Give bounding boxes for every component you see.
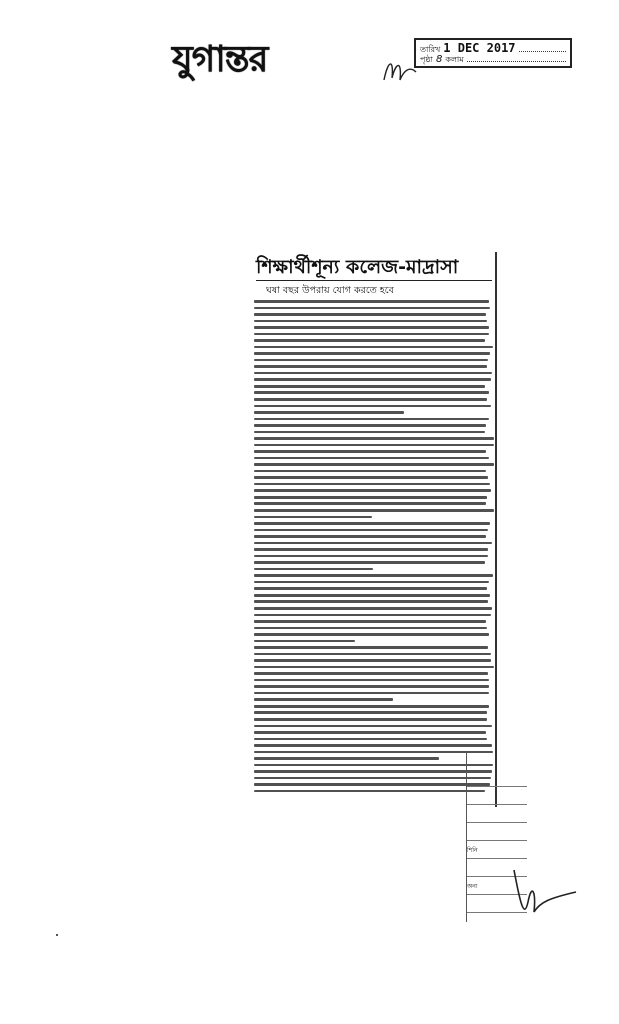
illegible-text-line	[254, 535, 486, 538]
illegible-text-line	[254, 405, 491, 408]
illegible-text-line	[254, 555, 488, 558]
clipping-column-rule	[495, 252, 497, 807]
illegible-text-line	[254, 711, 487, 714]
illegible-text-line	[254, 529, 488, 532]
illegible-text-line	[254, 378, 491, 381]
illegible-text-line	[254, 444, 494, 447]
illegible-text-line	[254, 470, 486, 473]
stamp-date-value: 1 DEC 2017	[443, 41, 516, 55]
illegible-text-line	[254, 509, 494, 512]
illegible-text-line	[254, 581, 489, 584]
illegible-text-line	[254, 757, 439, 760]
handwritten-signature	[510, 862, 580, 922]
register-row	[467, 826, 527, 841]
illegible-text-line	[254, 738, 487, 741]
illegible-text-line	[254, 731, 486, 734]
register-row: শিনি	[467, 844, 527, 859]
illegible-text-line	[254, 653, 491, 656]
stamp-column-label: কলাম	[445, 55, 464, 64]
illegible-text-line	[254, 476, 488, 479]
stamp-page-label: পৃষ্ঠা	[420, 55, 433, 64]
illegible-text-line	[254, 398, 487, 401]
register-row: অন্য	[467, 880, 527, 895]
illegible-text-line	[254, 326, 489, 329]
illegible-text-line	[254, 542, 492, 545]
illegible-text-line	[254, 659, 491, 662]
illegible-text-line	[254, 483, 490, 486]
illegible-text-line	[254, 620, 486, 623]
illegible-text-line	[254, 698, 393, 701]
illegible-text-line	[254, 352, 490, 355]
stamp-page-value: 8	[435, 54, 443, 65]
illegible-text-line	[254, 502, 486, 505]
illegible-text-line	[254, 437, 494, 440]
illegible-text-line	[254, 300, 489, 303]
illegible-text-line	[254, 489, 491, 492]
scan-speck	[56, 934, 58, 936]
illegible-text-line	[254, 607, 492, 610]
illegible-text-line	[254, 725, 492, 728]
stamp-date-label: তারিখ	[420, 45, 441, 54]
illegible-text-line	[254, 640, 355, 643]
illegible-text-line	[254, 777, 491, 780]
illegible-text-line	[254, 705, 489, 708]
stamp-dots	[519, 45, 566, 52]
illegible-text-line	[254, 450, 486, 453]
illegible-text-line	[254, 307, 490, 310]
illegible-text-line	[254, 646, 488, 649]
newspaper-masthead: যুগান্তর	[172, 39, 268, 80]
newspaper-clipping	[252, 246, 498, 814]
illegible-text-line	[254, 561, 485, 564]
illegible-text-line	[254, 418, 489, 421]
illegible-text-line	[254, 457, 489, 460]
illegible-text-line	[254, 431, 485, 434]
illegible-text-line	[254, 548, 488, 551]
register-row	[467, 790, 527, 805]
article-headline: শিক্ষার্থীশূন্য কলেজ-মাদ্রাসা	[256, 256, 459, 278]
illegible-text-line	[254, 672, 488, 675]
illegible-text-line	[254, 320, 487, 323]
illegible-text-line	[254, 346, 493, 349]
illegible-text-line	[254, 744, 492, 747]
illegible-text-line	[254, 627, 487, 630]
illegible-text-line	[254, 790, 485, 793]
illegible-text-line	[254, 751, 493, 754]
illegible-text-line	[254, 313, 486, 316]
illegible-text-line	[254, 600, 488, 603]
illegible-text-line	[254, 411, 404, 414]
illegible-text-line	[254, 594, 490, 597]
headline-rule	[256, 280, 492, 281]
illegible-text-line	[254, 372, 492, 375]
illegible-text-line	[254, 339, 485, 342]
illegible-text-line	[254, 568, 373, 571]
illegible-text-line	[254, 359, 488, 362]
illegible-text-line	[254, 463, 494, 466]
illegible-text-line	[254, 333, 489, 336]
illegible-text-line	[254, 614, 491, 617]
illegible-text-line	[254, 574, 493, 577]
illegible-text-line	[254, 522, 490, 525]
illegible-text-line	[254, 516, 372, 519]
illegible-text-line	[254, 783, 490, 786]
register-row	[467, 808, 527, 823]
illegible-text-line	[254, 718, 487, 721]
article-body	[254, 300, 494, 808]
article-subheadline: ঘষা বছর উপরায় যোগ করতে হবে	[266, 285, 394, 296]
illegible-text-line	[254, 685, 489, 688]
illegible-text-line	[254, 666, 494, 669]
illegible-text-line	[254, 391, 489, 394]
date-stamp	[414, 38, 572, 68]
illegible-text-line	[254, 365, 487, 368]
stamp-dots	[467, 55, 566, 62]
illegible-text-line	[254, 679, 489, 682]
register-row	[467, 772, 527, 787]
illegible-text-line	[254, 587, 487, 590]
illegible-text-line	[254, 385, 485, 388]
illegible-text-line	[254, 770, 492, 773]
illegible-text-line	[254, 424, 486, 427]
illegible-text-line	[254, 633, 489, 636]
illegible-text-line	[254, 692, 489, 695]
illegible-text-line	[254, 764, 493, 767]
illegible-text-line	[254, 496, 487, 499]
